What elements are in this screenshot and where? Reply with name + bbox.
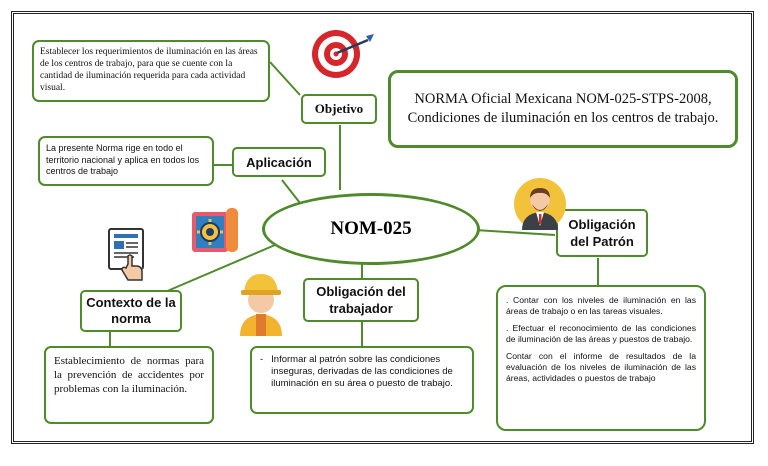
line-objetivo-text <box>270 62 300 95</box>
document-hand-icon <box>106 226 152 282</box>
trabajador-text-box <box>250 346 474 414</box>
trabajador-text: Informar al patrón sobre las condiciones inseguras, derivadas de las condiciones de iluminación en su área o puesto de trabajo. <box>271 354 453 389</box>
objetivo-label-box <box>301 94 377 124</box>
trabajador-label: Obligación del trabajador <box>316 284 406 316</box>
objetivo-label: Objetivo <box>314 101 364 116</box>
target-icon <box>310 28 376 80</box>
patron-item: Contar con el informe de resultados de la evaluación de los niveles de iluminación de las áreas, actividades o puestos de trabajo <box>506 351 696 383</box>
objetivo-text-box <box>32 40 270 102</box>
line-patron <box>475 230 555 235</box>
objetivo-text: Establecer los requerimientos de iluminación en las áreas de los centros de trabajo, para que se cuente con la cantidad de iluminación requerida para cada actividad visual. <box>40 47 258 93</box>
line-aplicacion <box>282 180 300 203</box>
contexto-text: Establecimiento de normas para la prevención de accidentes por problemas con la iluminación. <box>54 355 204 395</box>
aplicacion-label-box <box>232 147 326 177</box>
worker-helmet-icon <box>232 270 290 336</box>
trabajador-dash: - <box>260 354 264 365</box>
patron-item: . Contar con los niveles de iluminación en las áreas de trabajo o en las tareas visuales. <box>506 295 696 316</box>
patron-label: Obligación del Patrón <box>568 217 636 249</box>
contexto-label-box <box>80 290 182 332</box>
contexto-label: Contexto de la norma <box>86 295 176 326</box>
businessman-icon <box>510 178 572 230</box>
trabajador-label-box <box>303 278 419 322</box>
patron-text-box <box>496 285 706 431</box>
center-label: NOM-025 <box>330 218 412 239</box>
center-node <box>262 193 480 265</box>
title-box <box>388 70 738 148</box>
aplicacion-text: La presente Norma rige en todo el territorio nacional y aplica en todos los centros de trabajo <box>46 143 200 176</box>
aplicacion-text-box <box>38 136 214 186</box>
patron-item: . Efectuar el reconocimiento de las condiciones de iluminación de las áreas y puestos de trabajo. <box>506 323 696 344</box>
title-text: NORMA Oficial Mexicana NOM-025-STPS-2008, Condiciones de iluminación en los centros de trabajo. <box>407 91 719 126</box>
aplicacion-label: Aplicación <box>246 154 312 170</box>
gear-blueprint-icon <box>190 204 242 256</box>
contexto-text-box <box>44 346 214 424</box>
